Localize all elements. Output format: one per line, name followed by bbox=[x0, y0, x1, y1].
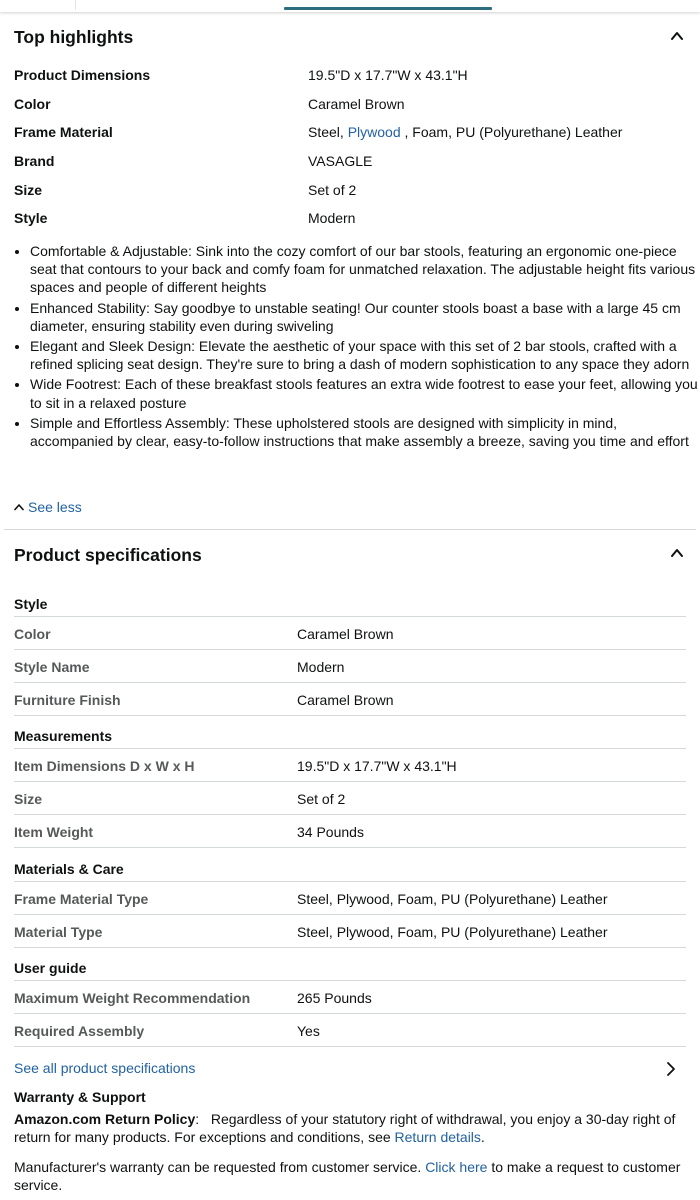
section-divider bbox=[4, 529, 696, 530]
return-policy-text bbox=[14, 1110, 690, 1146]
manufacturer-warranty-body: Manufacturer's warranty can be requested from customer service. bbox=[14, 1159, 426, 1175]
feature-bullet: • Wide Footrest: Each of these breakfast stools features an extra wide footrest to ease your feet, allowing you to sit in a relaxed posture bbox=[30, 375, 700, 411]
spec-label: Color bbox=[14, 626, 51, 642]
feature-bullet: • Simple and Effortless Assembly: These upholstered stools are designed with simplicity in mind, accompanied by clear, easy-to-follow instructions that make assembly a breeze, saving you time and effort bbox=[30, 414, 700, 450]
spec-row bbox=[14, 749, 686, 782]
chevron-up-icon bbox=[14, 503, 24, 511]
product-specifications-title: Product specifications bbox=[14, 545, 202, 565]
chevron-up-icon[interactable] bbox=[670, 546, 684, 560]
highlight-label: Frame Material bbox=[14, 124, 113, 140]
manufacturer-warranty-end: to make a request to customer service. bbox=[14, 1159, 681, 1193]
spec-group-title: Style bbox=[14, 596, 48, 612]
spec-row bbox=[14, 782, 686, 815]
highlight-value: Caramel Brown bbox=[308, 96, 405, 112]
spec-row bbox=[14, 1014, 686, 1047]
chevron-up-icon[interactable] bbox=[670, 29, 684, 43]
active-tab-indicator bbox=[284, 7, 492, 10]
warranty-support-title: Warranty & Support bbox=[14, 1089, 146, 1105]
feature-bullet: • Enhanced Stability: Say goodbye to unstable seating! Our counter stools boast a base with a large 45 cm diameter, ensuring stability even during swiveling bbox=[30, 299, 700, 335]
see-all-specifications-link[interactable]: See all product specifications bbox=[14, 1060, 196, 1076]
highlight-label: Size bbox=[14, 182, 43, 198]
spec-label: Item Weight bbox=[14, 824, 94, 840]
spec-label: Furniture Finish bbox=[14, 692, 121, 708]
spec-value: Caramel Brown bbox=[297, 626, 394, 642]
return-policy-body: Regardless of your statutory right of withdrawal, you enjoy a 30-day right of return for many products. For exceptions and conditions, see bbox=[14, 1111, 676, 1145]
return-policy-label: Amazon.com Return Policy bbox=[14, 1111, 196, 1127]
top-highlights-title: Top highlights bbox=[14, 27, 134, 47]
see-less-label: See less bbox=[28, 499, 82, 515]
spec-label: Maximum Weight Recommendation bbox=[14, 990, 251, 1006]
spec-group-title: Measurements bbox=[14, 728, 113, 744]
highlight-value: Set of 2 bbox=[308, 182, 357, 198]
value-prefix: Steel, bbox=[308, 124, 348, 140]
highlight-row bbox=[14, 124, 684, 144]
spec-row bbox=[14, 683, 686, 716]
top-tab-bar bbox=[0, 0, 700, 12]
highlight-value: 19.5"D x 17.7"W x 43.1"H bbox=[308, 67, 468, 83]
spec-row bbox=[14, 650, 686, 683]
chevron-right-icon[interactable] bbox=[666, 1061, 676, 1077]
feature-bullet: • Comfortable & Adjustable: Sink into the cozy comfort of our bar stools, featuring an ergonomic one-piece seat that contours to your back and comfy foam for unmatched relaxation. The adjustable height fits various spaces and people of different heights bbox=[30, 242, 700, 297]
spec-value: Modern bbox=[297, 659, 345, 675]
spec-value: Steel, Plywood, Foam, PU (Polyurethane) Leather bbox=[297, 924, 608, 940]
spec-value: 19.5"D x 17.7"W x 43.1"H bbox=[297, 758, 457, 774]
spec-row bbox=[14, 815, 686, 848]
feature-bullet: • Elegant and Sleek Design: Elevate the aesthetic of your space with this set of 2 bar stools, crafted with a refined splicing seat design. They're sure to bring a dash of modern sophistication to any space they adorn bbox=[30, 337, 700, 373]
click-here-link[interactable]: Click here bbox=[425, 1159, 488, 1175]
highlight-row bbox=[14, 210, 684, 230]
spec-label: Required Assembly bbox=[14, 1023, 145, 1039]
spec-label: Material Type bbox=[14, 924, 103, 940]
manufacturer-warranty-text bbox=[14, 1158, 690, 1194]
feature-bullets bbox=[14, 242, 700, 452]
highlight-value: Modern bbox=[308, 210, 356, 226]
spec-group-title: User guide bbox=[14, 960, 87, 976]
highlight-label: Brand bbox=[14, 153, 55, 169]
spec-value: 265 Pounds bbox=[297, 990, 372, 1006]
spec-label: Item Dimensions D x W x H bbox=[14, 758, 195, 774]
spec-row bbox=[14, 981, 686, 1014]
spec-row bbox=[14, 882, 686, 915]
highlight-row bbox=[14, 67, 684, 87]
highlight-row bbox=[14, 153, 684, 173]
highlight-value: VASAGLE bbox=[308, 153, 373, 169]
spec-row bbox=[14, 617, 686, 650]
value-suffix: , Foam, PU (Polyurethane) Leather bbox=[400, 124, 623, 140]
spec-group-title: Materials & Care bbox=[14, 861, 124, 877]
highlight-label: Style bbox=[14, 210, 48, 226]
spec-value: 34 Pounds bbox=[297, 824, 364, 840]
spec-label: Style Name bbox=[14, 659, 90, 675]
highlight-value bbox=[308, 124, 622, 140]
plywood-link[interactable]: Plywood bbox=[347, 124, 401, 140]
return-policy-colon: : bbox=[195, 1111, 200, 1127]
highlight-label: Color bbox=[14, 96, 51, 112]
spec-value: Steel, Plywood, Foam, PU (Polyurethane) Leather bbox=[297, 891, 608, 907]
spec-row bbox=[14, 915, 686, 948]
highlight-row bbox=[14, 182, 684, 202]
spec-value: Set of 2 bbox=[297, 791, 346, 807]
highlight-label: Product Dimensions bbox=[14, 67, 151, 83]
see-less-link[interactable] bbox=[14, 499, 82, 515]
spec-label: Frame Material Type bbox=[14, 891, 149, 907]
highlight-row bbox=[14, 96, 684, 116]
return-policy-end: . bbox=[480, 1129, 485, 1145]
return-details-link[interactable]: Return details bbox=[394, 1129, 481, 1145]
spec-value: Caramel Brown bbox=[297, 692, 394, 708]
tab-previous[interactable] bbox=[0, 0, 76, 10]
spec-value: Yes bbox=[297, 1023, 320, 1039]
spec-label: Size bbox=[14, 791, 43, 807]
